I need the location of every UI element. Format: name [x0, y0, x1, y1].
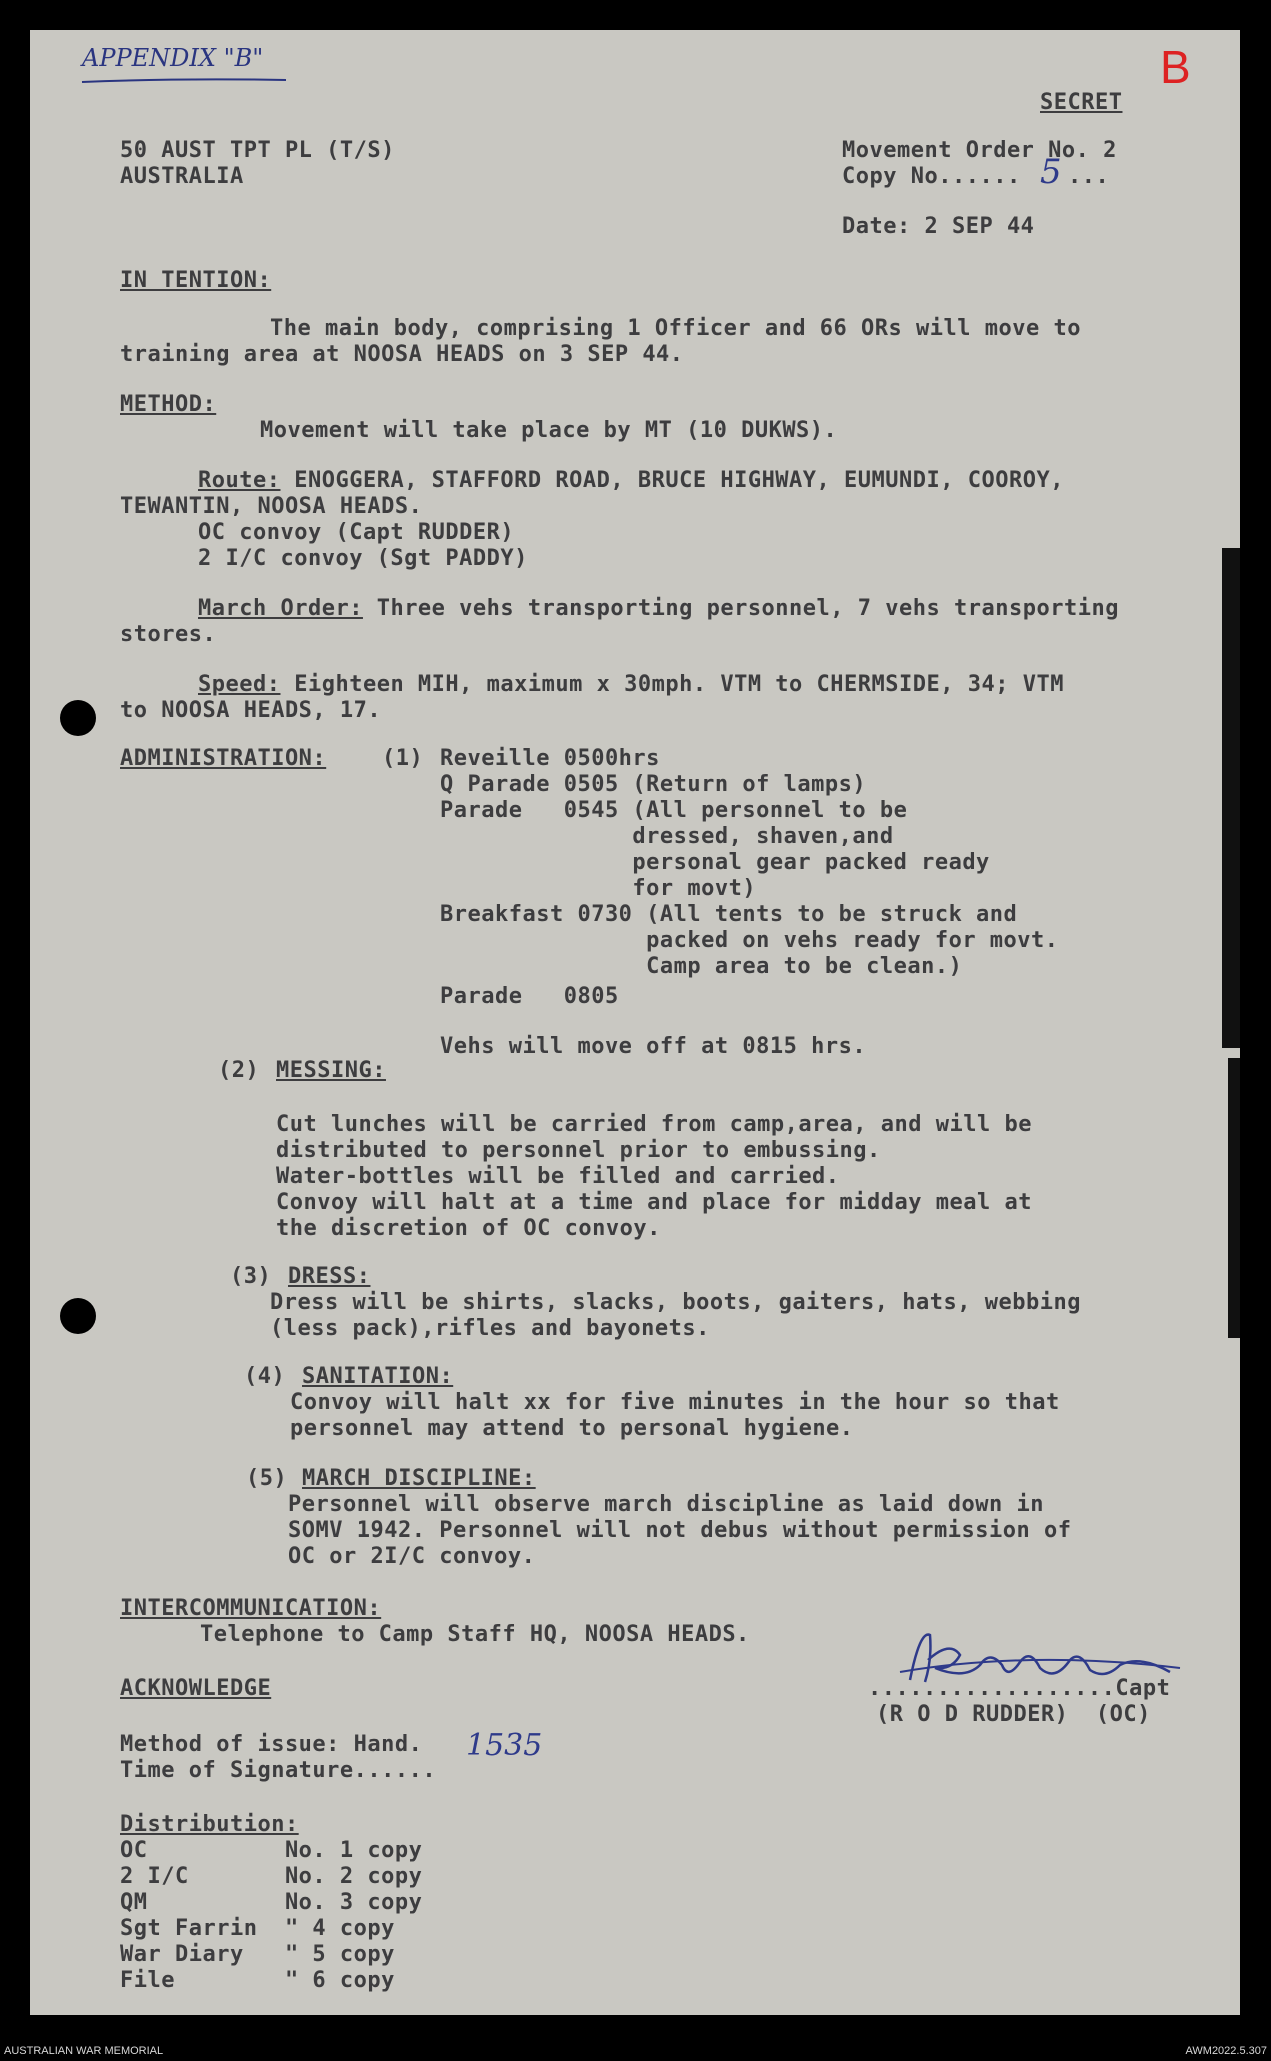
admin-row: dressed, shaven,and	[440, 824, 894, 849]
distribution-row: 2 I/C No. 2 copy	[120, 1864, 423, 1889]
dress-row: (less pack),rifles and bayonets.	[270, 1316, 710, 1341]
sanitation-row: Convoy will halt xx for five minutes in the hour so that	[290, 1390, 1060, 1415]
messing-row: Convoy will halt at a time and place for midday meal at	[276, 1190, 1032, 1215]
distribution-row: File " 6 copy	[120, 1968, 395, 1993]
admin-row: Parade 0545 (All personnel to be	[440, 798, 908, 823]
admin-row: Reveille 0500hrs	[440, 746, 660, 771]
order-title: Movement Order No. 2	[842, 138, 1117, 163]
admin-row: personal gear packed ready	[440, 850, 990, 875]
messing-row: distributed to personnel prior to embussing.	[276, 1138, 881, 1163]
ic-convoy: 2 I/C convoy (Sgt PADDY)	[198, 546, 528, 571]
admin-row: Q Parade 0505 (Return of lamps)	[440, 772, 867, 797]
speed-line-1	[198, 672, 1064, 697]
messing-number: (2)	[218, 1058, 260, 1083]
red-b-mark: B	[1160, 41, 1191, 93]
administration-heading: ADMINISTRATION:	[120, 746, 327, 771]
distribution-heading: Distribution:	[120, 1812, 299, 1837]
march-line-2: stores.	[120, 622, 217, 647]
speed-label: Speed:	[198, 672, 281, 697]
appendix-underline	[80, 76, 290, 86]
admin-row: packed on vehs ready for movt.	[440, 928, 1059, 953]
binder-clip-edge-lower	[1228, 1058, 1240, 1338]
dress-row: Dress will be shirts, slacks, boots, gaiters, hats, webbing	[270, 1290, 1081, 1315]
route-line-2: TEWANTIN, NOOSA HEADS.	[120, 494, 423, 519]
punch-hole-bottom	[60, 1298, 96, 1334]
march-text: Three vehs transporting personnel, 7 vehs transporting	[362, 596, 1119, 621]
footer-bar	[0, 2033, 1271, 2061]
intercommunication-heading: INTERCOMMUNICATION:	[120, 1596, 382, 1621]
footer-source: AUSTRALIAN WAR MEMORIAL	[4, 2045, 164, 2057]
messing-row: the discretion of OC convoy.	[276, 1216, 661, 1241]
march-label: March Order:	[198, 596, 363, 621]
admin-row: for movt)	[440, 876, 757, 901]
march-line-1	[198, 596, 1119, 621]
copy-tail: ...	[1068, 164, 1110, 189]
distribution-row: OC No. 1 copy	[120, 1838, 423, 1863]
signatory-name: (R O D RUDDER) (OC)	[876, 1702, 1151, 1727]
sanitation-heading: SANITATION:	[302, 1364, 454, 1389]
intention-line-2: training area at NOOSA HEADS on 3 SEP 44.	[120, 342, 684, 367]
copy-label: Copy No......	[842, 164, 1021, 189]
time-of-signature: Time of Signature......	[120, 1758, 437, 1783]
unit-line-2: AUSTRALIA	[120, 164, 244, 189]
admin-row: Breakfast 0730 (All tents to be struck and	[440, 902, 1018, 927]
messing-row: Cut lunches will be carried from camp,area, and will be	[276, 1112, 1032, 1137]
time-handwritten: 1535	[466, 1728, 543, 1763]
discipline-row: Personnel will observe march discipline as laid down in	[288, 1492, 1044, 1517]
secret-label: SECRET	[1040, 90, 1123, 115]
vehs-move-off: Vehs will move off at 0815 hrs.	[440, 1034, 867, 1059]
oc-convoy: OC convoy (Capt RUDDER)	[198, 520, 515, 545]
distribution-row: QM No. 3 copy	[120, 1890, 423, 1915]
method-line-1: Movement will take place by MT (10 DUKWS).	[260, 418, 838, 443]
acknowledge-heading: ACKNOWLEDGE	[120, 1676, 272, 1701]
document-page	[30, 30, 1240, 2015]
signature-dots: ..................Capt	[868, 1676, 1171, 1701]
discipline-row: OC or 2I/C convoy.	[288, 1544, 536, 1569]
footer-reference: AWM2022.5.307	[1185, 2045, 1267, 2057]
speed-text: Eighteen MIH, maximum x 30mph. VTM to CHERMSIDE, 34; VTM	[280, 672, 1064, 697]
intercommunication-line: Telephone to Camp Staff HQ, NOOSA HEADS.	[200, 1622, 750, 1647]
messing-row: Water-bottles will be filled and carried.	[276, 1164, 840, 1189]
appendix-handwritten: APPENDIX "B"	[82, 44, 264, 72]
dress-number: (3)	[230, 1264, 272, 1289]
punch-hole-top	[60, 700, 96, 736]
route-text: ENOGGERA, STAFFORD ROAD, BRUCE HIGHWAY, EUMUNDI, COOROY,	[280, 468, 1064, 493]
order-date: Date: 2 SEP 44	[842, 214, 1035, 239]
route-line-1	[198, 468, 1064, 493]
unit-line-1: 50 AUST TPT PL (T/S)	[120, 138, 395, 163]
discipline-number: (5)	[246, 1466, 288, 1491]
sanitation-row: personnel may attend to personal hygiene.	[290, 1416, 854, 1441]
method-of-issue: Method of issue: Hand.	[120, 1732, 423, 1757]
route-label: Route:	[198, 468, 281, 493]
intention-heading: IN TENTION:	[120, 268, 272, 293]
binder-clip-edge	[1222, 548, 1240, 1048]
discipline-heading: MARCH DISCIPLINE:	[302, 1466, 536, 1491]
dress-heading: DRESS:	[288, 1264, 371, 1289]
intention-line-1: The main body, comprising 1 Officer and 66 ORs will move to	[270, 316, 1081, 341]
discipline-row: SOMV 1942. Personnel will not debus without permission of	[288, 1518, 1072, 1543]
admin-number: (1)	[382, 746, 424, 771]
speed-line-2: to NOOSA HEADS, 17.	[120, 698, 382, 723]
copy-number-handwritten: 5	[1040, 152, 1062, 192]
sanitation-number: (4)	[244, 1364, 286, 1389]
messing-heading: MESSING:	[276, 1058, 386, 1083]
method-heading: METHOD:	[120, 392, 217, 417]
admin-row: Parade 0805	[440, 984, 619, 1009]
distribution-row: Sgt Farrin " 4 copy	[120, 1916, 395, 1941]
distribution-row: War Diary " 5 copy	[120, 1942, 395, 1967]
admin-row: Camp area to be clean.)	[440, 954, 963, 979]
